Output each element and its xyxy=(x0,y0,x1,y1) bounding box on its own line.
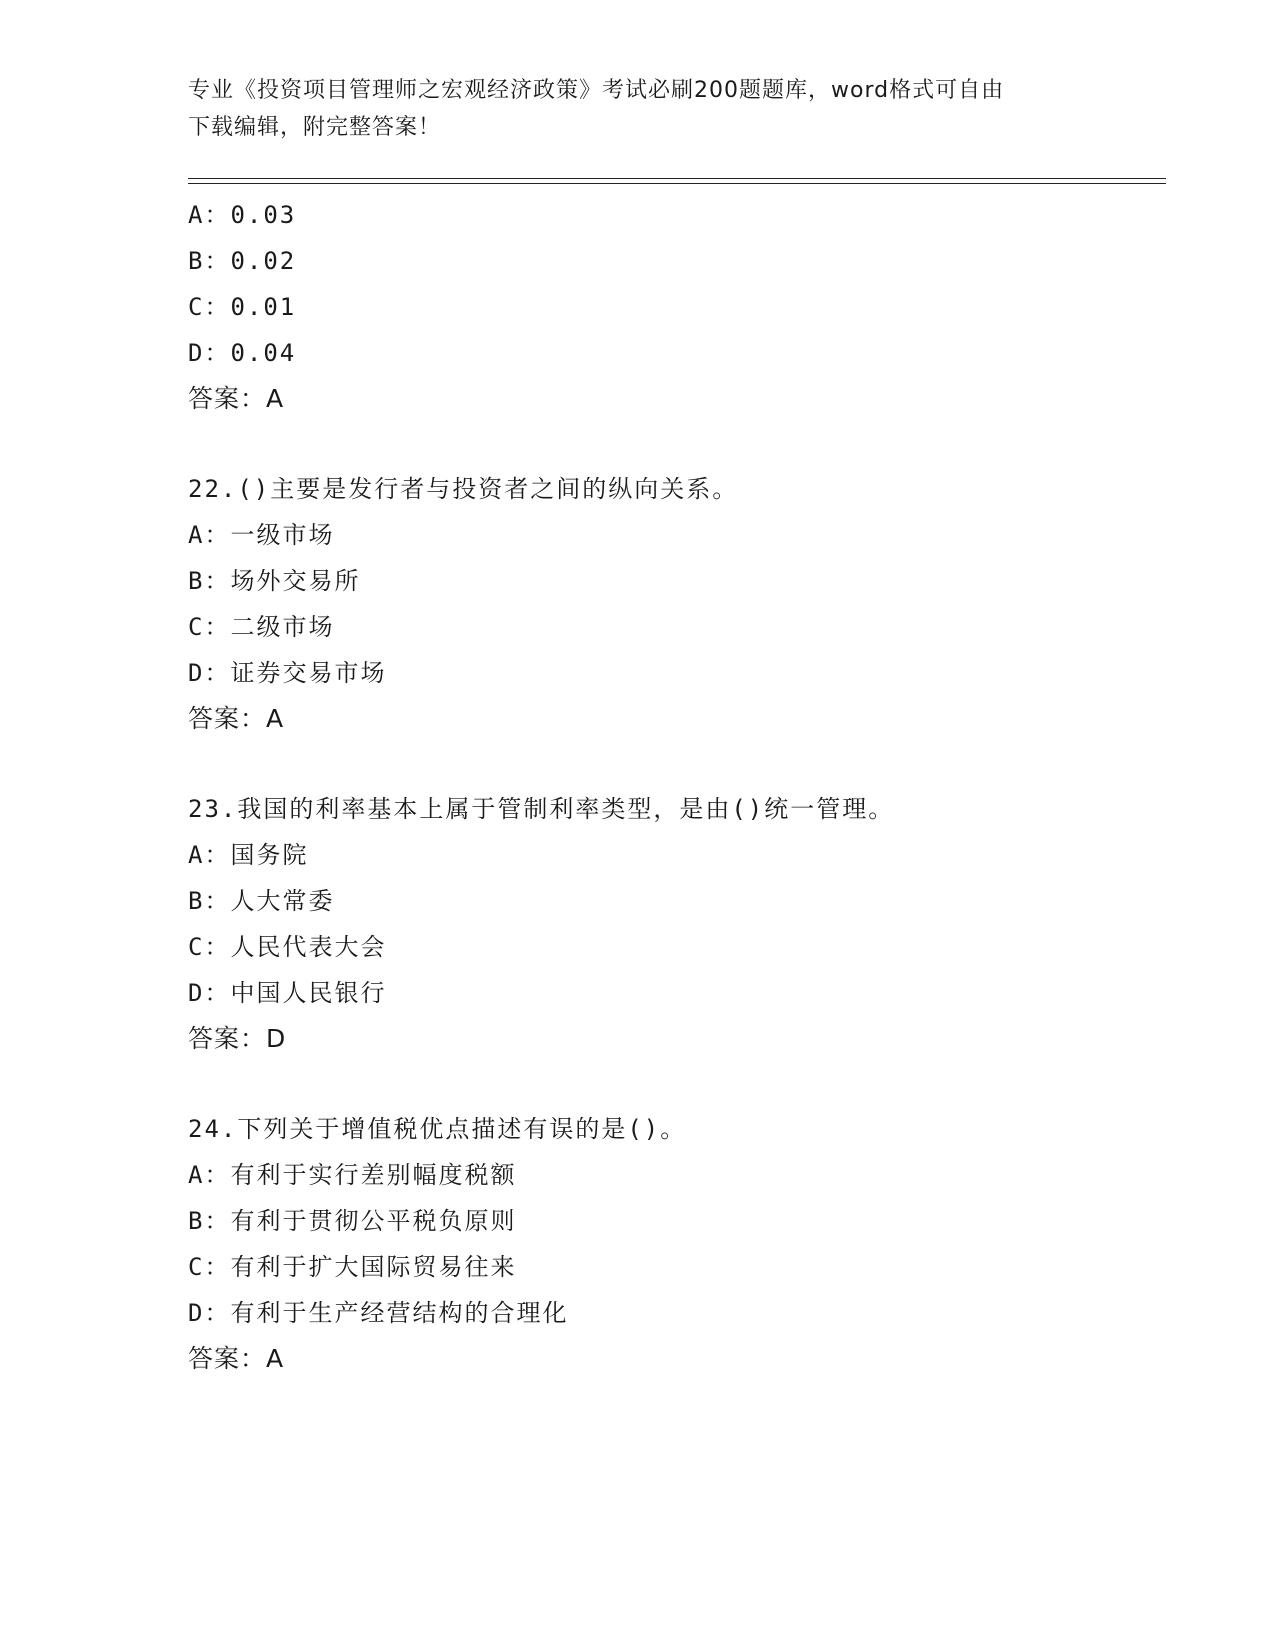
header-line-2: 下载编辑，附完整答案！ xyxy=(188,115,442,140)
question-stem: 23.我国的利率基本上属于管制利率类型，是由()统一管理。 xyxy=(188,795,895,823)
option-b: B：0.02 xyxy=(188,247,297,275)
answer: 答案：A xyxy=(188,1344,285,1373)
option-b: B：人大常委 xyxy=(188,887,335,915)
question-stem: 22.()主要是发行者与投资者之间的纵向关系。 xyxy=(188,475,739,503)
option-c: C：0.01 xyxy=(188,293,297,321)
option-d: D：有利于生产经营结构的合理化 xyxy=(188,1299,569,1327)
option-d: D：证券交易市场 xyxy=(188,659,387,687)
spacer xyxy=(188,1062,1166,1106)
option-a: A：0.03 xyxy=(188,201,297,229)
question-22 xyxy=(188,466,1166,742)
question-21 xyxy=(188,192,1166,422)
answer: 答案：D xyxy=(188,1024,287,1053)
option-a: A：有利于实行差别幅度税额 xyxy=(188,1161,517,1189)
question-24 xyxy=(188,1106,1166,1382)
option-d: D：0.04 xyxy=(188,339,297,367)
header-divider-top xyxy=(188,178,1166,179)
header-line-1: 专业《投资项目管理师之宏观经济政策》考试必刷200题题库，word格式可自由 xyxy=(188,78,1005,103)
answer: 答案：A xyxy=(188,384,285,413)
header-divider-bottom xyxy=(188,183,1166,184)
option-d: D：中国人民银行 xyxy=(188,979,387,1007)
question-23 xyxy=(188,786,1166,1062)
option-c: C：有利于扩大国际贸易往来 xyxy=(188,1253,517,1281)
option-b: B：有利于贯彻公平税负原则 xyxy=(188,1207,517,1235)
question-list xyxy=(188,192,1166,1382)
question-stem: 24.下列关于增值税优点描述有误的是()。 xyxy=(188,1115,687,1143)
spacer xyxy=(188,742,1166,786)
option-a: A：国务院 xyxy=(188,841,309,869)
document-header xyxy=(188,72,1088,146)
option-c: C：人民代表大会 xyxy=(188,933,387,961)
answer: 答案：A xyxy=(188,704,285,733)
option-a: A：一级市场 xyxy=(188,521,335,549)
option-b: B：场外交易所 xyxy=(188,567,361,595)
option-c: C：二级市场 xyxy=(188,613,335,641)
spacer xyxy=(188,422,1166,466)
